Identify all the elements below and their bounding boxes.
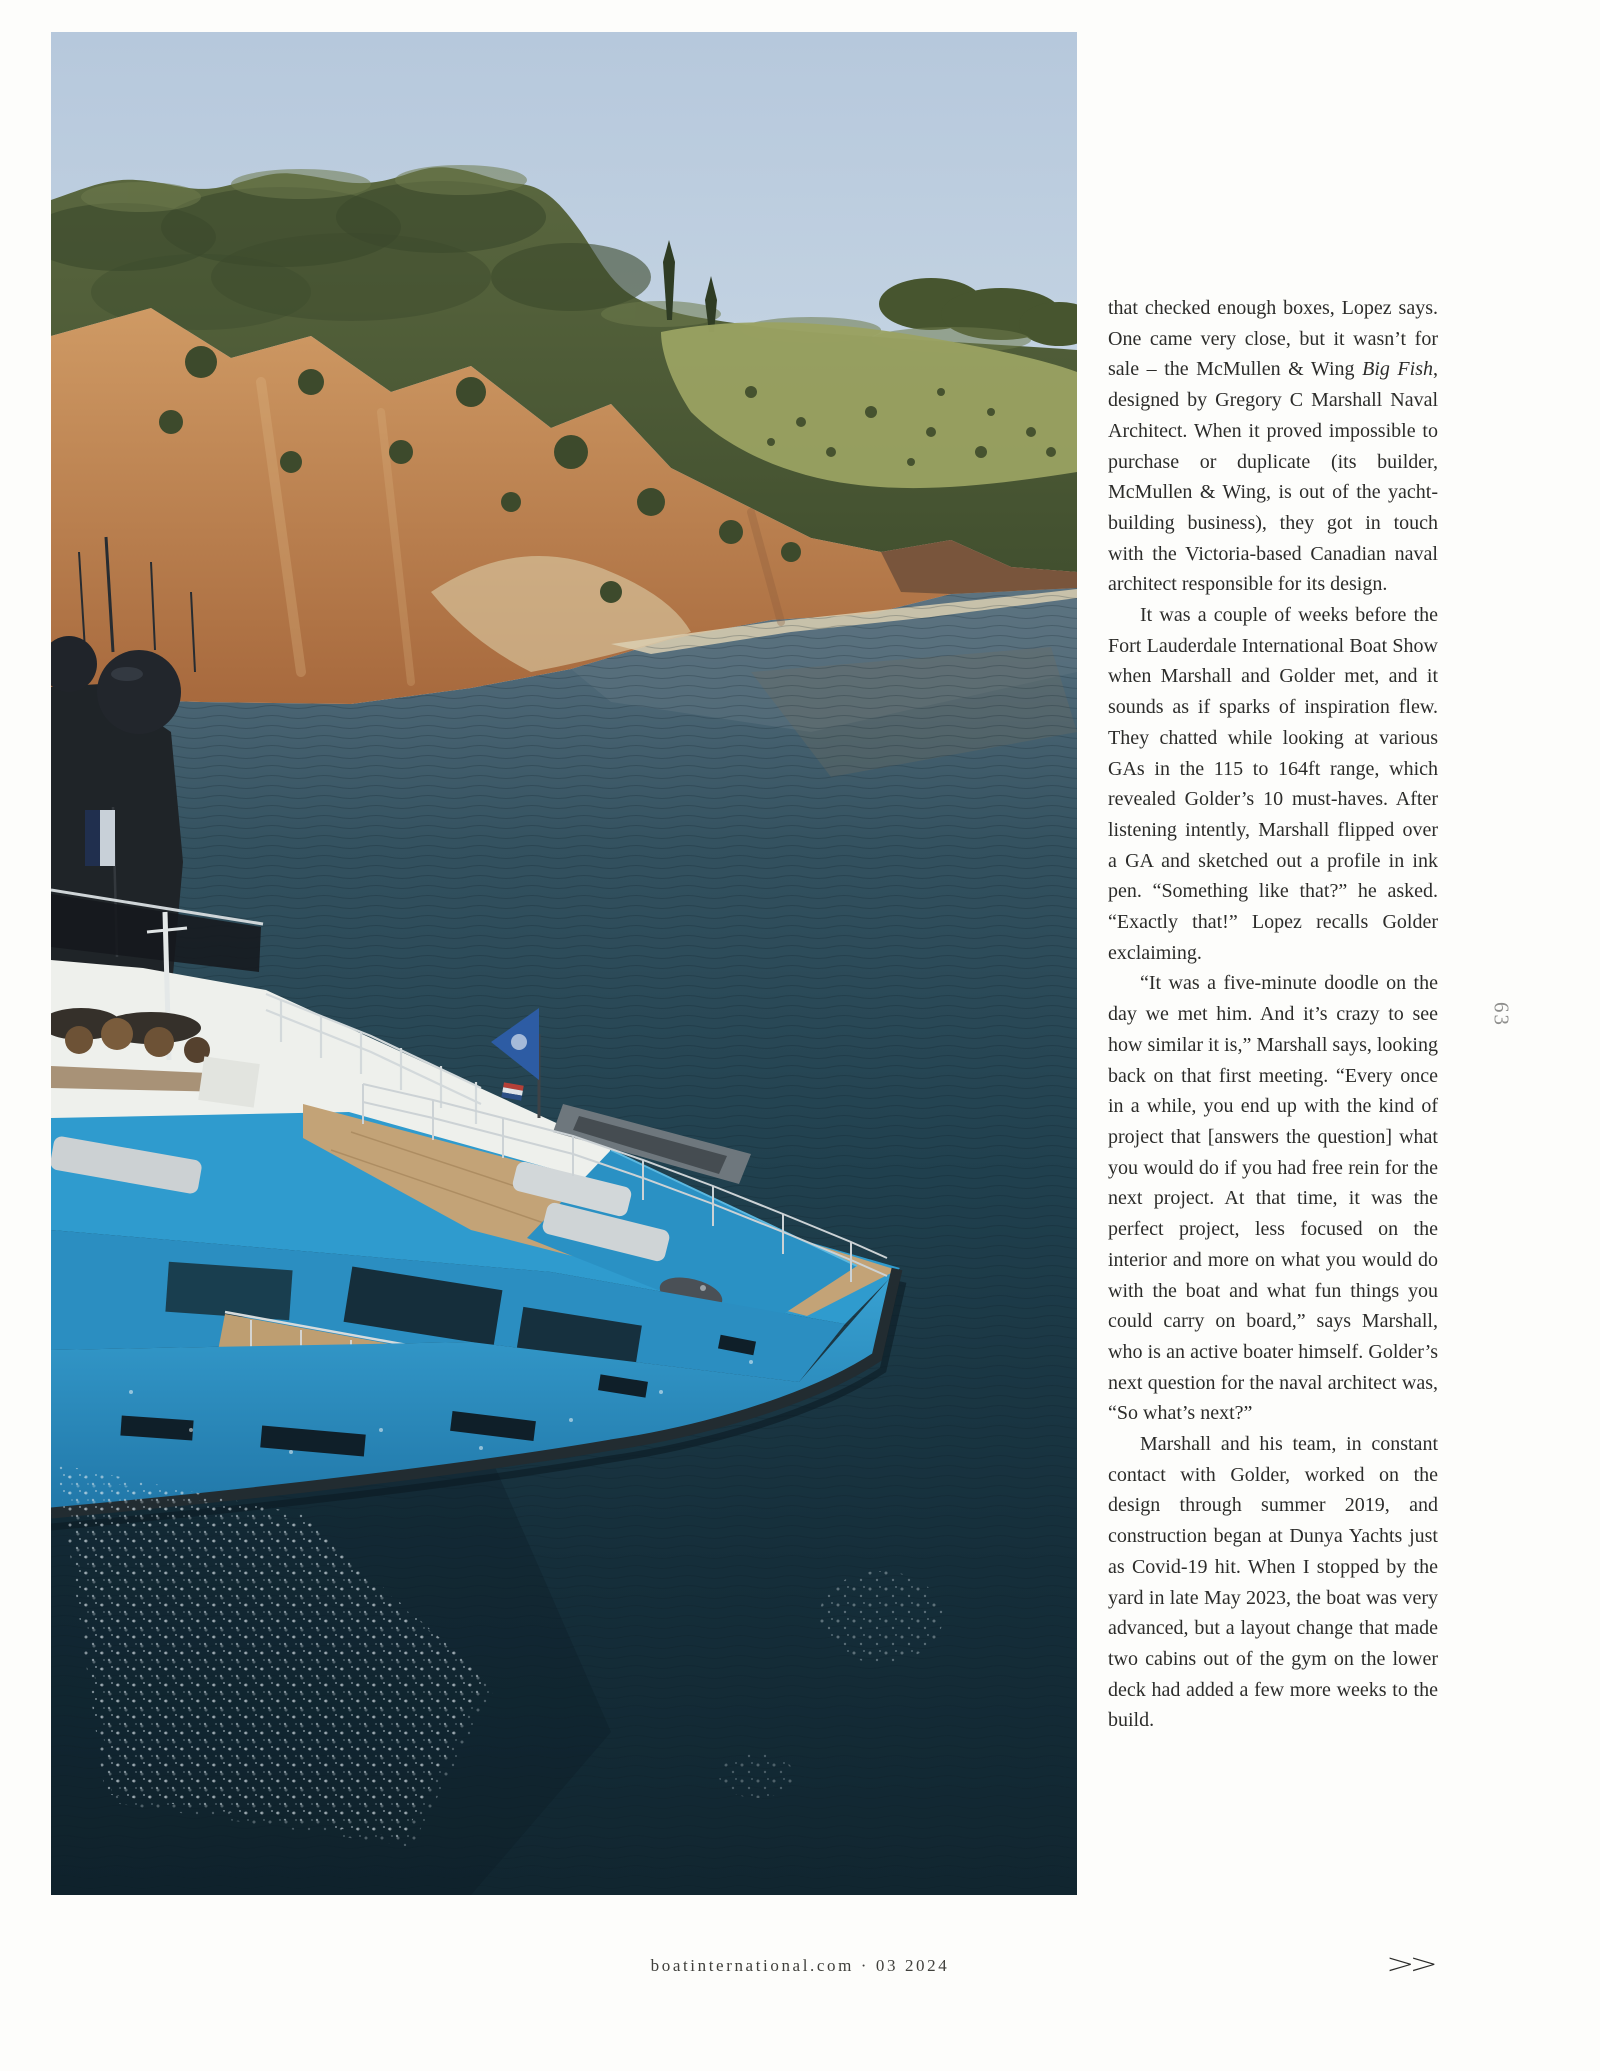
article-text: Marshall and his team, in constant contact with Golder, worked on the design through summer 2019, and construction began at Dunya Yachts just as Covid-19 hit. When I stopped by the yard in late May 2023, the boat was very advanced, but a layout change that made two cabins out of the gym on the lower deck had added a few more weeks to the build.: [1108, 1433, 1438, 1732]
article-paragraph: [1108, 1429, 1438, 1736]
article-text: It was a couple of weeks before the Fort Lauderdale International Boat Show when Marshall and Golder met, and it sounds as if sparks of inspiration flew. They chatted while looking at various GAs in the 115 to 164ft range, which revealed Golder’s 10 must-haves. After listening intently, Marshall flipped over a GA and sketched out a profile in ink pen. “Something like that?” he asked. “Exactly that!” Lopez recalls Golder exclaiming.: [1108, 604, 1438, 964]
radar-dome-icon: [97, 650, 181, 734]
article-paragraph: [1108, 600, 1438, 968]
article-paragraph: [1108, 293, 1438, 600]
article-text: that checked enough boxes, Lopez says. One came very close, but it wasn’t for sale – the McMullen & Wing: [1108, 297, 1438, 381]
article-text-italic: Big Fish: [1362, 358, 1433, 381]
article-paragraph: [1108, 968, 1438, 1429]
article-text: , designed by Gregory C Marshall Naval Architect. When it proved impossible to purchase or duplicate (its builder, McMullen & Wing, is out of the yacht-building business), they got in touch with the Victoria-based Canadian naval architect responsible for its design.: [1108, 358, 1438, 596]
article-column: [1108, 293, 1438, 1736]
next-page-icon: >>: [1386, 1948, 1433, 1980]
page-number: 63: [1489, 1002, 1514, 1027]
article-text: “It was a five-minute doodle on the day we met him. And it’s crazy to see how similar it is,” Marshall says, looking back on that first meeting. “Every once in a while, you end up with the kind of project that [answers the question] what you would do if you had free rein for the next project. At that time, it was the perfect project, less focused on the interior and more on what you would do with the boat and what fun things you could carry on board,” says Marshall, who is an active boater himself. Golder’s next question for the naval architect was, “So what’s next?”: [1108, 972, 1438, 1425]
yacht-photo: [51, 32, 1077, 1895]
yacht-photo-graphic: [51, 32, 1077, 1895]
footer-credit: boatinternational.com · 03 2024: [650, 1956, 950, 1975]
